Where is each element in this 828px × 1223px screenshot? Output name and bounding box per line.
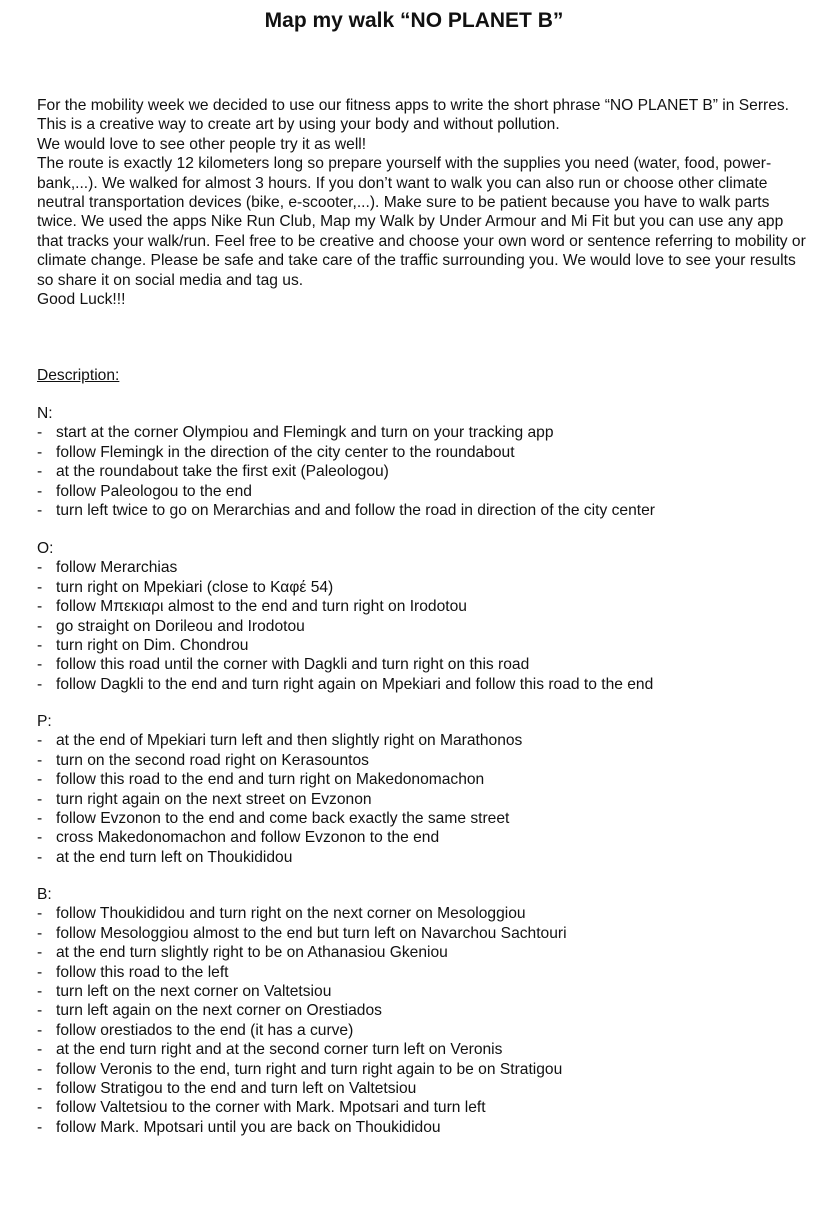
step-item bbox=[37, 655, 817, 674]
step-text: follow Mark. Mpotsari until you are back on Thoukididou bbox=[56, 1118, 441, 1136]
step-item bbox=[37, 751, 817, 770]
step-item bbox=[37, 828, 817, 847]
step-text: follow Paleologou to the end bbox=[56, 482, 252, 500]
bullet-dash: - bbox=[37, 1002, 43, 1020]
bullet-dash: - bbox=[37, 1080, 43, 1098]
step-text: follow Mesologgiou almost to the end but turn left on Navarchou Sachtouri bbox=[56, 924, 567, 942]
step-text: at the end turn right and at the second corner turn left on Veronis bbox=[56, 1041, 503, 1059]
step-item bbox=[37, 1021, 817, 1040]
step-list bbox=[37, 558, 817, 694]
bullet-dash: - bbox=[37, 732, 43, 750]
step-text: follow Veronis to the end, turn right and turn right again to be on Stratigou bbox=[56, 1060, 563, 1078]
step-text: turn right on Dim. Chondrou bbox=[56, 637, 249, 655]
bullet-dash: - bbox=[37, 1021, 43, 1039]
step-item bbox=[37, 423, 817, 442]
step-text: turn left again on the next corner on Orestiados bbox=[56, 1002, 382, 1020]
step-item bbox=[37, 1098, 817, 1117]
bullet-dash: - bbox=[37, 443, 43, 461]
bullet-dash: - bbox=[37, 617, 43, 635]
step-text: turn right again on the next street on Evzonon bbox=[56, 790, 372, 808]
bullet-dash: - bbox=[37, 771, 43, 789]
step-text: follow this road to the left bbox=[56, 963, 229, 981]
step-item bbox=[37, 809, 817, 828]
section-letter-n bbox=[37, 404, 817, 520]
step-item bbox=[37, 1001, 817, 1020]
section-letter-o bbox=[37, 539, 817, 694]
bullet-dash: - bbox=[37, 751, 43, 769]
step-text: at the end turn slightly right to be on Athanasiou Gkeniou bbox=[56, 944, 448, 962]
step-text: start at the corner Olympiou and Flemingk and turn on your tracking app bbox=[56, 424, 554, 442]
bullet-dash: - bbox=[37, 502, 43, 520]
step-text: follow Μπεκιαρι almost to the end and turn right on Irodotou bbox=[56, 598, 467, 616]
page-title: Map my walk “NO PLANET B” bbox=[264, 9, 564, 32]
bullet-dash: - bbox=[37, 1060, 43, 1078]
step-text: follow Flemingk in the direction of the city center to the roundabout bbox=[56, 443, 515, 461]
step-text: follow orestiados to the end (it has a curve) bbox=[56, 1021, 354, 1039]
step-text: at the end turn left on Thoukididou bbox=[56, 848, 293, 866]
step-text: turn right on Mpekiari (close to Καφέ 54) bbox=[56, 578, 334, 596]
bullet-dash: - bbox=[37, 463, 43, 481]
bullet-dash: - bbox=[37, 848, 43, 866]
step-list bbox=[37, 731, 817, 867]
step-text: follow Valtetsiou to the corner with Mark. Mpotsari and turn left bbox=[56, 1099, 486, 1117]
step-item bbox=[37, 501, 817, 520]
step-item bbox=[37, 1040, 817, 1059]
intro-paragraph: Good Luck!!! bbox=[37, 291, 126, 309]
step-text: follow Stratigou to the end and turn left on Valtetsiou bbox=[56, 1080, 417, 1098]
step-item bbox=[37, 982, 817, 1001]
step-item bbox=[37, 943, 817, 962]
step-text: turn on the second road right on Kerasountos bbox=[56, 751, 369, 769]
step-text: follow this road until the corner with Dagkli and turn right on this road bbox=[56, 656, 530, 674]
step-item bbox=[37, 924, 817, 943]
section-label: N: bbox=[37, 405, 53, 422]
bullet-dash: - bbox=[37, 790, 43, 808]
section-label: P: bbox=[37, 713, 52, 730]
step-text: turn left twice to go on Merarchias and and follow the road in direction of the city center bbox=[56, 502, 655, 520]
step-item bbox=[37, 790, 817, 809]
description-heading: Description: bbox=[37, 367, 120, 384]
step-list bbox=[37, 904, 817, 1137]
bullet-dash: - bbox=[37, 944, 43, 962]
bullet-dash: - bbox=[37, 1099, 43, 1117]
step-item bbox=[37, 482, 817, 501]
step-item bbox=[37, 1118, 817, 1137]
bullet-dash: - bbox=[37, 578, 43, 596]
step-item bbox=[37, 558, 817, 577]
bullet-dash: - bbox=[37, 963, 43, 981]
intro-paragraph: The route is exactly 12 kilometers long so prepare yourself with the supplies you need (water, food, power-bank,...). We walked for almost 3 hours. If you don’t want to walk you can also run or choose other climate neutral transportation devices (bike, e-scooter,...). Make sure to be patient because you have to walk parts twice. We used the apps Nike Run Club, Map my Walk by Under Armour and Mi Fit but you can use any app that tracks your walk/run. Feel free to be creative and choose your own word or sentence referring to mobility or climate change. Please be safe and take care of the traffic surrounding you. We would love to see your results so share it on social media and tag us. bbox=[37, 155, 806, 289]
bullet-dash: - bbox=[37, 983, 43, 1001]
bullet-dash: - bbox=[37, 637, 43, 655]
bullet-dash: - bbox=[37, 598, 43, 616]
step-item bbox=[37, 731, 817, 750]
step-item bbox=[37, 675, 817, 694]
step-item bbox=[37, 1079, 817, 1098]
step-item bbox=[37, 770, 817, 789]
step-item bbox=[37, 904, 817, 923]
bullet-dash: - bbox=[37, 559, 43, 577]
step-text: at the roundabout take the first exit (Paleologou) bbox=[56, 463, 389, 481]
step-text: follow Evzonon to the end and come back exactly the same street bbox=[56, 810, 510, 828]
step-text: go straight on Dorileou and Irodotou bbox=[56, 617, 305, 635]
bullet-dash: - bbox=[37, 905, 43, 923]
step-text: at the end of Mpekiari turn left and then slightly right on Marathonos bbox=[56, 732, 523, 750]
step-item bbox=[37, 963, 817, 982]
step-text: follow Merarchias bbox=[56, 559, 178, 577]
intro-text bbox=[37, 96, 812, 309]
bullet-dash: - bbox=[37, 675, 43, 693]
step-item bbox=[37, 848, 817, 867]
step-item bbox=[37, 636, 817, 655]
section-letter-b bbox=[37, 885, 817, 1137]
step-text: follow Thoukididou and turn right on the next corner on Mesologgiou bbox=[56, 905, 526, 923]
section-label: O: bbox=[37, 540, 54, 557]
step-item bbox=[37, 462, 817, 481]
bullet-dash: - bbox=[37, 810, 43, 828]
intro-paragraph: We would love to see other people try it as well! bbox=[37, 135, 367, 153]
step-item bbox=[37, 617, 817, 636]
step-item bbox=[37, 597, 817, 616]
bullet-dash: - bbox=[37, 924, 43, 942]
bullet-dash: - bbox=[37, 424, 43, 442]
section-letter-p bbox=[37, 712, 817, 867]
bullet-dash: - bbox=[37, 1118, 43, 1136]
intro-paragraph: For the mobility week we decided to use our fitness apps to write the short phrase “NO PLANET B” in Serres. This is a creative way to create art by using your body and without pollution. bbox=[37, 97, 790, 134]
bullet-dash: - bbox=[37, 482, 43, 500]
step-item bbox=[37, 578, 817, 597]
bullet-dash: - bbox=[37, 829, 43, 847]
step-text: cross Makedonomachon and follow Evzonon to the end bbox=[56, 829, 440, 847]
bullet-dash: - bbox=[37, 656, 43, 674]
bullet-dash: - bbox=[37, 1041, 43, 1059]
step-text: follow Dagkli to the end and turn right again on Mpekiari and follow this road to the end bbox=[56, 675, 654, 693]
step-text: follow this road to the end and turn right on Makedonomachon bbox=[56, 771, 485, 789]
step-text: turn left on the next corner on Valtetsiou bbox=[56, 983, 332, 1001]
section-label: B: bbox=[37, 886, 52, 903]
step-item bbox=[37, 443, 817, 462]
step-item bbox=[37, 1060, 817, 1079]
step-list bbox=[37, 423, 817, 520]
